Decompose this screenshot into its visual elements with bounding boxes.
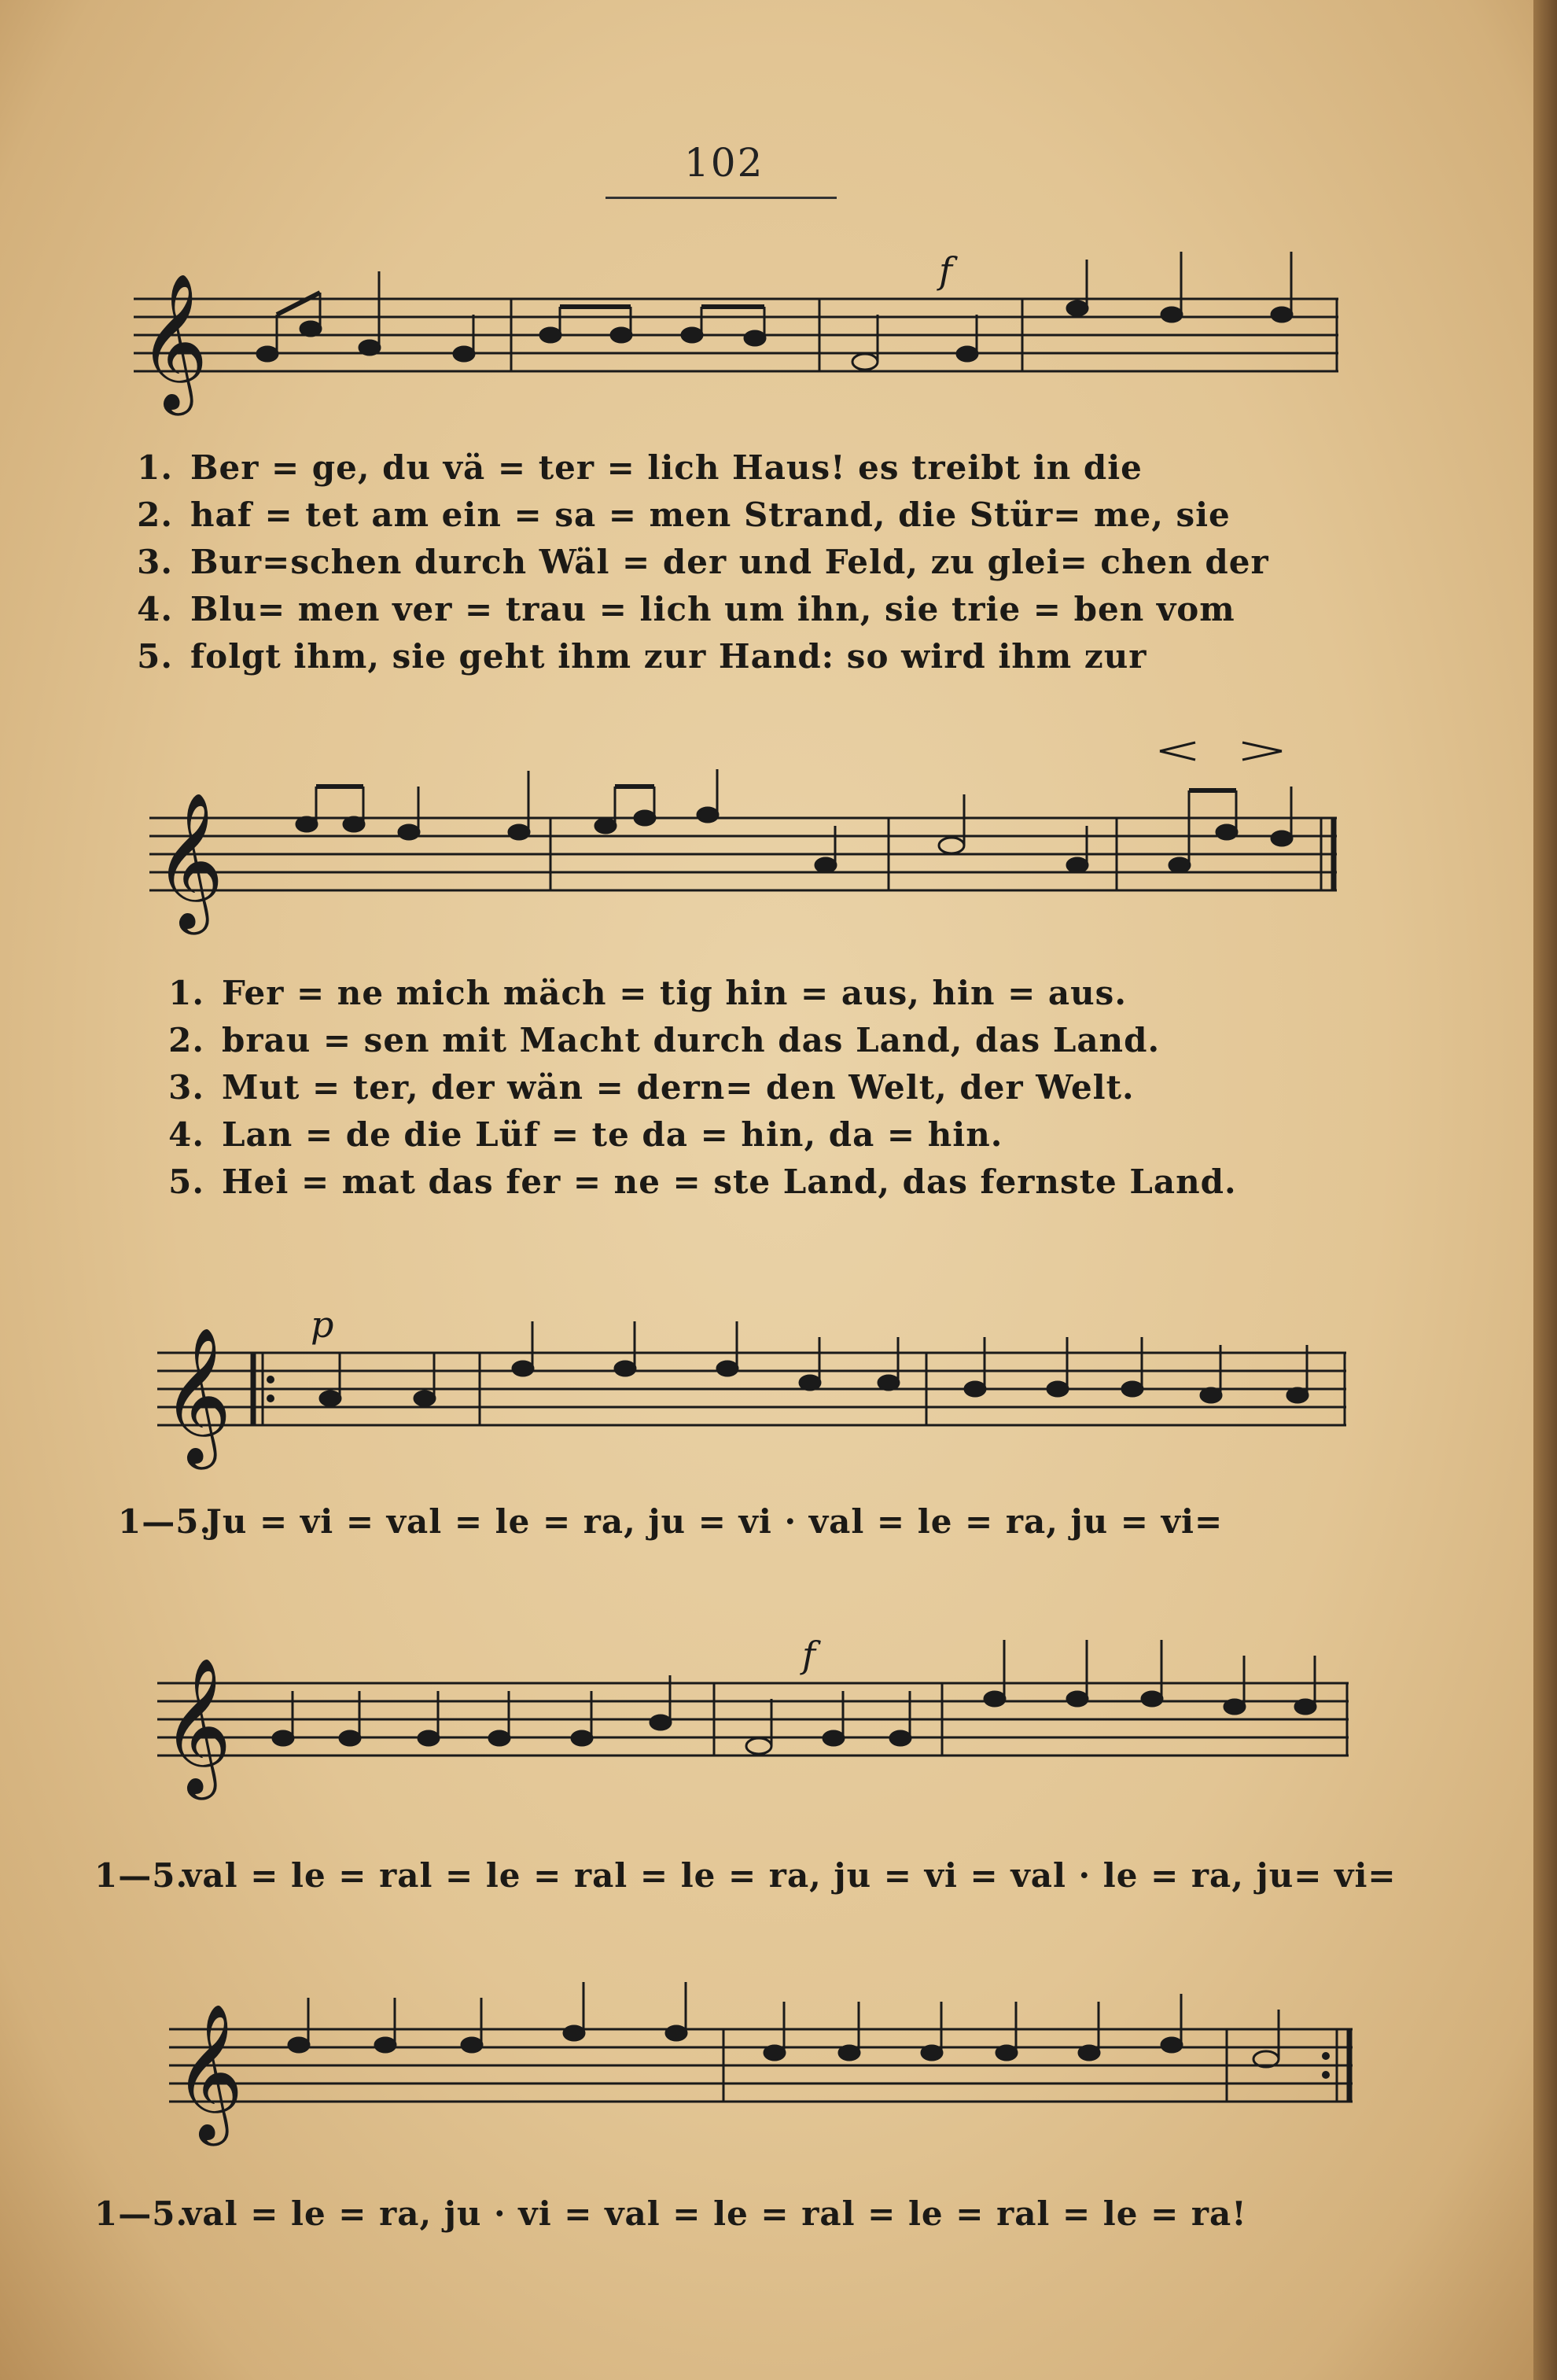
lyric-line: 1. Fer = ne mich mäch = tig hin = aus, hin = aus. (168, 974, 1127, 1012)
lyric-line: 4. Blu= men ver = trau = lich um ihn, sie trie = ben vom (137, 590, 1235, 628)
treble-clef-icon: 𝄞 (162, 1327, 232, 1464)
lyric-line: 1—5.val = le = ra, ju · vi = val = le = ral = le = ral = le = ra! (94, 2194, 1247, 2233)
lyric-line: 5. folgt ihm, sie geht ihm zur Hand: so wird ihm zur (137, 637, 1147, 676)
lyric-line: 1—5.val = le = ral = le = ral = le = ra, ju = vi = val · le = ra, ju= vi= (94, 1856, 1397, 1895)
lyric-line: 2. haf = tet am ein = sa = men Strand, die Stür= me, sie (137, 496, 1231, 534)
lyrics-block-2 (134, 974, 1360, 1225)
treble-clef-icon: 𝄞 (174, 2003, 244, 2140)
treble-clef-icon: 𝄞 (138, 273, 208, 410)
treble-clef-icon: 𝄞 (154, 792, 224, 929)
music-staff-3 (0, 1290, 1557, 1494)
lyric-line: 4. Lan = de die Lüf = te da = hin, da = hin. (168, 1115, 1003, 1154)
page-number: 102 (684, 140, 764, 186)
music-staff-5 (0, 1966, 1557, 2171)
page-number-rule (606, 197, 837, 199)
lyrics-block-1 (102, 448, 1360, 700)
lyric-line: 2. brau = sen mit Macht durch das Land, das Land. (168, 1021, 1161, 1059)
lyrics-block-4 (94, 1856, 1397, 1903)
dynamic-marking: p (311, 1303, 334, 1346)
lyrics-block-3 (118, 1502, 1376, 1549)
treble-clef-icon: 𝄞 (162, 1657, 232, 1794)
dynamic-marking: f (939, 249, 953, 292)
lyrics-block-5 (94, 2194, 1384, 2242)
music-staff-4 (0, 1620, 1557, 1825)
lyric-line: 5. Hei = mat das fer = ne = ste Land, das fernste Land. (168, 1162, 1237, 1201)
dynamic-marking: f (802, 1634, 816, 1676)
lyric-line: 1. Ber = ge, du vä = ter = lich Haus! es treibt in die (137, 448, 1143, 487)
lyric-line: 1—5.Ju = vi = val = le = ra, ju = vi · val = le = ra, ju = vi= (118, 1502, 1224, 1541)
lyric-line: 3. Mut = ter, der wän = dern= den Welt, der Welt. (168, 1068, 1135, 1107)
music-staff-2 (0, 739, 1557, 975)
music-staff-1 (0, 236, 1557, 440)
lyric-line: 3. Bur=schen durch Wäl = der und Feld, zu glei= chen der (137, 543, 1269, 581)
